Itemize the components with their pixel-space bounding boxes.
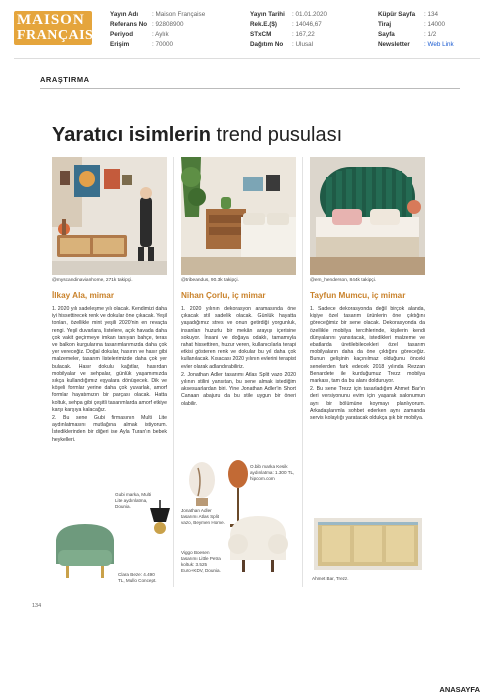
photo-credit: @myscandinavianhome, 271k takipçi. xyxy=(52,278,133,283)
meta-key: Yayın Tarihi xyxy=(250,11,285,18)
meta-block-3 xyxy=(378,10,488,50)
answer-1: 1. 2020 yılı sadeleşme yılı olacak. Kendimizi daha iyi hissettirecek renk ve dokular öne çıkacak. Yeşil tonları, özellikle mint yeşili 2020'nin en revaçta rengi. Yeşil duvarlara, listelere, açık havada daha çok vakit geçirmeye imkan tanıyan bahçe, teras ve balkon kurgularına tasarımlarımızda daha çok yer vereceğiz. Doğal dokular, hasırın ve hasır gibi malzemeler, tasarım listelerimizde daha çok yer bulacak. Hasır dokulu kağıtlar, hasırdan mobilyalar ve sehpalar, günlük yaşamımızda sıkça kullandığımız eşyalara dönüşecek. Dik ve köşeli formlar yerine daha çok yuvarlak, amorf formlar hayatımızın bir parçası olacak. Hatta koltuk, sehpa gibi çeşitli tasarımlarda amorf etkiye karşı karşıya kalacağız. xyxy=(52,306,167,413)
meta-key: Tiraj xyxy=(378,21,392,28)
logo-line2: FRANÇAISE xyxy=(17,28,104,43)
meta-key: Newsletter xyxy=(378,41,410,48)
answer-2: 2. Bu sene Trezz için tasarladığım Ahmet Bar'ın deri versiyonunu evim için yaşarak salonumun ayrı bir bölümüne koymayı planlıyorum. Arkadaşlarımla sohbet ederken aynı zamanda servis kolaylığı yaratacak oldukça şık bir mobilya. xyxy=(310,386,425,422)
caption-vase: Jonathan Adler tasarımı Atlas Split vazo, Beymen Home. xyxy=(181,508,225,525)
meta-value: : 01.01.2020 xyxy=(292,11,328,18)
photo-living-room xyxy=(52,157,167,275)
column-body xyxy=(52,306,167,445)
column-body xyxy=(310,306,425,423)
section-divider xyxy=(40,88,460,89)
meta-block-1 xyxy=(110,10,240,50)
meta-value: : Maison Française xyxy=(152,11,206,18)
title-rest: trend pusulası xyxy=(216,124,343,146)
caption-lamp: O.bib marka Kesik aydınlatma: 1.300 TL, hipcom.com xyxy=(250,464,295,481)
answer-2: 2. Bu sene Gubi firmasının Multi Lite aydınlatmasını mutlağına almak istiyorum. İstediklerinden bir diğeri ise Ayla Turan'ın bebek heykelleri. xyxy=(52,415,167,443)
maison-francaise-logo xyxy=(14,11,104,45)
meta-block-2 xyxy=(250,10,360,50)
designer-name: Nihan Çorlu, iç mimar xyxy=(181,291,266,300)
designer-name: Tayfun Mumcu, iç mimar xyxy=(310,291,406,300)
meta-key: Periyod xyxy=(110,31,134,38)
meta-key: Erişim xyxy=(110,41,130,48)
photo-vase xyxy=(184,458,220,508)
caption-armchair: Clara Beze: 4.490 TL, Mullo Concept. xyxy=(118,572,157,583)
meta-value: : 14000 xyxy=(424,21,446,28)
meta-key: Sayfa xyxy=(378,31,395,38)
caption-lamp: Gubi marka, Multi Lite aydınlatma, Dounia. xyxy=(115,492,151,509)
meta-value: : 14046,67 xyxy=(292,21,322,28)
column-divider xyxy=(302,157,303,587)
photo-lamp xyxy=(140,500,180,540)
meta-key: Rek.E.($) xyxy=(250,21,277,28)
meta-key: Dağıtım No xyxy=(250,41,284,48)
meta-key: STxCM xyxy=(250,31,272,38)
caption-chair: Viggo Boesen tasarımı Little Petra koltuk: 3.525 Euro+KDV, Dounia. xyxy=(181,550,221,573)
meta-value: : Aylık xyxy=(152,31,169,38)
column-divider xyxy=(173,157,174,587)
page-number: 134 xyxy=(32,603,42,609)
column-body xyxy=(181,306,296,409)
photo-credit: @tribeandus, 90.3k takipçi. xyxy=(181,278,239,283)
title-bold: Yaratıcı isimlerin xyxy=(52,124,211,146)
meta-key: Yayın Adı xyxy=(110,11,139,18)
article-title xyxy=(52,124,342,147)
meta-value: : 92808900 xyxy=(152,21,184,28)
caption-bar: Ahmet Bar, Trezz. xyxy=(312,576,349,581)
newsletter-web-link[interactable]: : Web Link xyxy=(424,41,454,48)
meta-value: : 70000 xyxy=(152,41,174,48)
meta-value: : Ulusal xyxy=(292,41,313,48)
meta-key: Referans No xyxy=(110,21,148,28)
meta-value: : 1/2 xyxy=(424,31,437,38)
meta-key: Küpür Sayfa xyxy=(378,11,416,18)
photo-bedroom xyxy=(181,157,296,275)
meta-value: : 134 xyxy=(424,11,439,18)
answer-1: 1. 2020 yılının dekorasyon aramasında öne çıkacak stil sadelik olacak. Günlük hayatta yaşadığımız stres ve onun getirdiği yorgunluk, insanları huzurlu bir mekân arayışı içerisine sokuyor. İnsani ve doğaya odaklı, tamamıyla rahat hissettiren, huzur veren, kullanıcılarla terapi etkisi gösteren renk ve dokular bu yıl daha çok kullanılacak. Kısacası 2020 yılının evlerini terapist evler olarak adlandırabiliriz. xyxy=(181,306,296,370)
logo-line1: MAISON xyxy=(17,12,85,28)
photo-armchair xyxy=(52,520,118,580)
photo-credit: @em_henderson, 844k takipçi. xyxy=(310,278,377,283)
meta-value: : 167,22 xyxy=(292,31,315,38)
photo-ahmet-bar xyxy=(312,516,424,572)
section-label: ARAŞTIRMA xyxy=(40,75,90,84)
header-divider xyxy=(14,58,480,59)
home-link[interactable]: ANASAYFA xyxy=(439,685,480,694)
answer-1: 1. Sadece dekorasyonda değil birçok alanda, kişiye özel tasarım ürünlerin öne çıktığını göreceğimiz bir sene olacak. Dekorasyonda da özellikle mobilya tercihlerinde, kişilerin kendi dünyalarını yansıtacak, istedikleri malzeme ve ebatlarda üretilebilecekleri özel tasarım mobilyaların daha da öne çıktığını göreceğiz. Bunun gelişinin kaçınılmaz olduğunu önceki senelerden fark edecek 2018 yılında Rezzan Benardete ile kurduğumuz Trezz mobilya markası, tam da bu alanı dolduruyor. xyxy=(310,306,425,385)
photo-shearling-chair xyxy=(224,512,292,574)
designer-name: İlkay Ala, mimar xyxy=(52,291,115,300)
photo-green-headboard xyxy=(310,157,425,275)
answer-2: 2. Jonathan Adler tasarımı Atlas Split vazo 2020 yılının stilini yansıtan, bu sene almak istediğim aksesuarlardan biri. Yine Jonathan Adler'in Short Canaan abajuru da bu stile uygun bir öneri olabilir. xyxy=(181,371,296,407)
